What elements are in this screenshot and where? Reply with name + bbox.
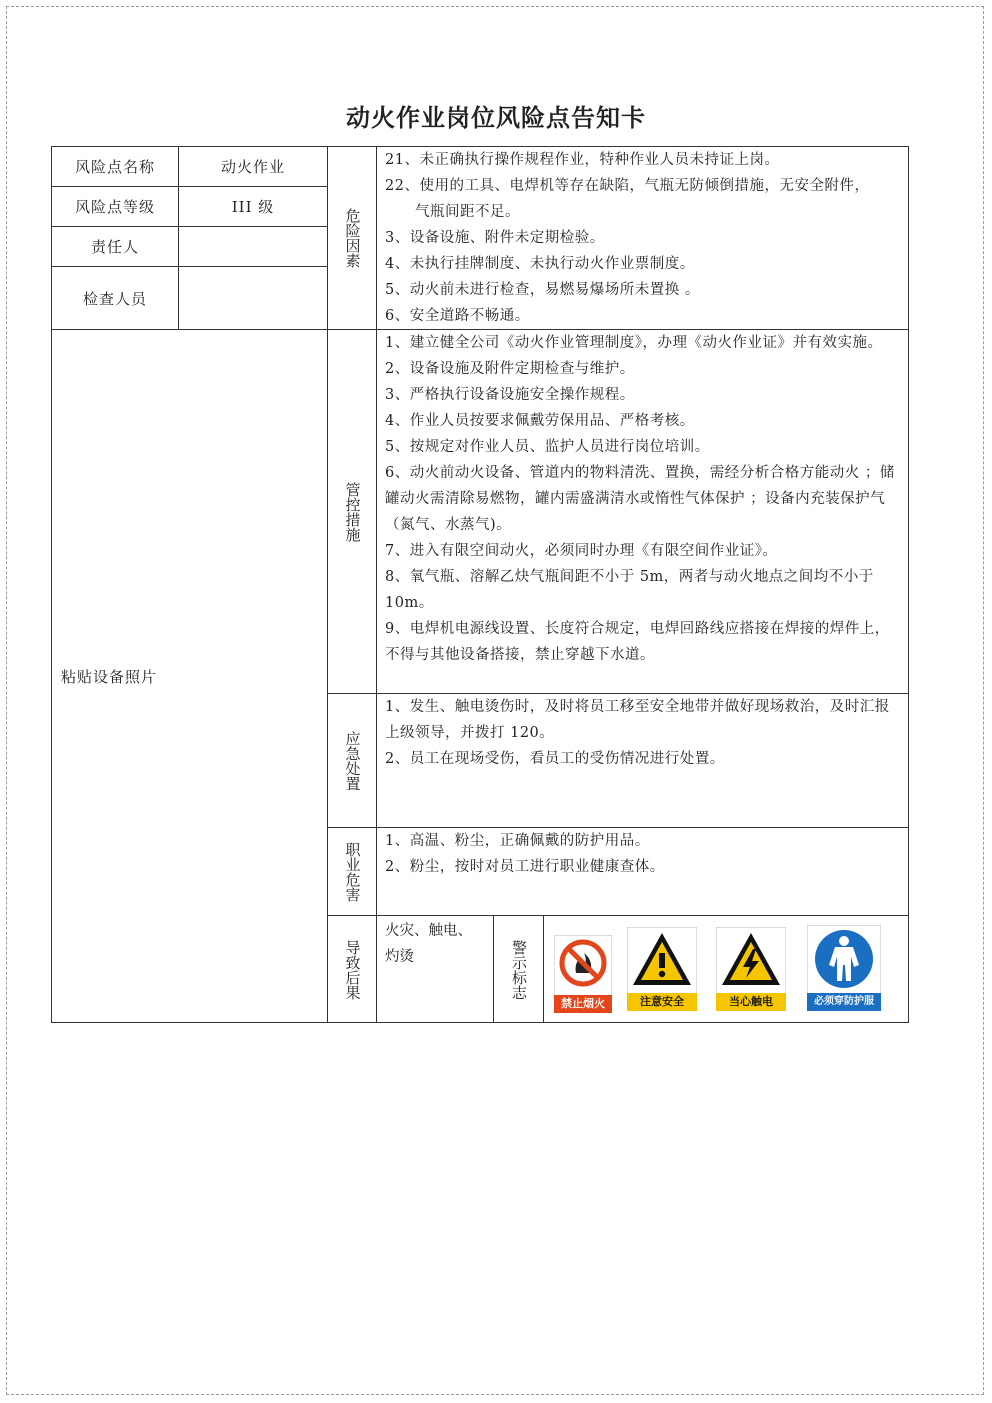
no-fire-sign (554, 935, 612, 1013)
control-item: 2、设备设施及附件定期检查与维护。 (385, 361, 635, 377)
emergency-list (377, 694, 909, 827)
consequences-label: 导致后果 (343, 939, 362, 1000)
consequences-text: 火灾、触电、灼烫 (385, 923, 472, 965)
hazard-item: 气瓶间距不足。 (415, 204, 520, 220)
sign-caption: 当心触电 (729, 995, 773, 1008)
hazards-list (377, 147, 909, 329)
occupational-item: 2、粉尘，按时对员工进行职业健康查体。 (385, 859, 665, 875)
control-item: 1、建立健全公司《动火作业管理制度》，办理《动火作业证》并有效实施。 (385, 335, 883, 351)
hazard-item: 21、未正确执行操作规程作业，特种作业人员未持证上岗。 (385, 152, 780, 168)
risk-name-label: 风险点名称 (74, 158, 155, 176)
sign-caption: 注意安全 (640, 995, 684, 1008)
control-item: 9、电焊机电源线设置、长度符合规定，电焊回路线应搭接在焊接的焊件上，不得与其他设备搭接，禁止穿越下水道。 (385, 621, 890, 663)
hazards-label: 危险因素 (343, 208, 362, 268)
hazard-item: 4、未执行挂牌制度、未执行动火作业票制度。 (385, 256, 695, 272)
risk-level-label: 风险点等级 (74, 198, 155, 216)
hazard-item: 5、动火前未进行检查，易燃易爆场所未置换 。 (385, 282, 700, 298)
risk-notice-card (51, 146, 909, 1023)
equipment-photo-area[interactable]: 粘贴设备照片 (61, 668, 158, 686)
emergency-item: 1、发生、触电烫伤时，及时将员工移至安全地带并做好现场救治，及时汇报上级领导，并拨打 120。 (385, 699, 890, 741)
hazard-item: 6、安全道路不畅通。 (385, 308, 530, 324)
risk-level-value: III 级 (231, 198, 275, 216)
owner-label: 责任人 (90, 238, 139, 256)
control-item: 4、作业人员按要求佩戴劳保用品、严格考核。 (385, 413, 695, 429)
page-title: 动火作业岗位风险点告知卡 (346, 104, 646, 132)
owner-value[interactable] (179, 227, 327, 266)
control-item: 6、动火前动火设备、管道内的物料清洗、置换，需经分析合格方能动火 ；储罐动火需清除易燃物，罐内需盛满清水或惰性气体保护 ；设备内充装保护气（氮气、水蒸气)。 (385, 465, 895, 533)
inspector-label: 检查人员 (82, 289, 147, 308)
emergency-label: 应急处置 (343, 730, 362, 791)
control-item: 5、按规定对作业人员、监护人员进行岗位培训。 (385, 439, 710, 455)
control-item: 7、进入有限空间动火，必须同时办理《有限空间作业证》。 (385, 543, 778, 559)
electric-shock-sign (716, 927, 786, 1011)
warning-signs-label: 警示标志 (510, 939, 528, 1000)
sign-caption: 必须穿防护服 (814, 996, 874, 1007)
risk-name-value: 动火作业 (220, 158, 285, 176)
sign-caption: 禁止烟火 (561, 997, 605, 1010)
occupational-label: 职业危害 (343, 841, 362, 902)
protective-clothing-sign (807, 925, 881, 1011)
emergency-item: 2、员工在现场受伤，看员工的受伤情况进行处置。 (385, 751, 725, 767)
occupational-list (377, 828, 909, 915)
controls-list (377, 330, 909, 693)
caution-sign (627, 927, 697, 1011)
control-item: 3、严格执行设备设施安全操作规程。 (385, 387, 635, 403)
inspector-value[interactable] (179, 267, 327, 329)
hazard-item: 22、使用的工具、电焊机等存在缺陷，气瓶无防倾倒措施，无安全附件， (385, 178, 870, 194)
controls-label: 管控措施 (343, 481, 362, 542)
control-item: 8、氧气瓶、溶解乙炔气瓶间距不小于 5m，两者与动火地点之间均不小于 10m。 (385, 569, 874, 611)
occupational-item: 1、高温、粉尘，正确佩戴的防护用品。 (385, 833, 650, 849)
hazard-item: 3、设备设施、附件未定期检验。 (385, 230, 605, 246)
